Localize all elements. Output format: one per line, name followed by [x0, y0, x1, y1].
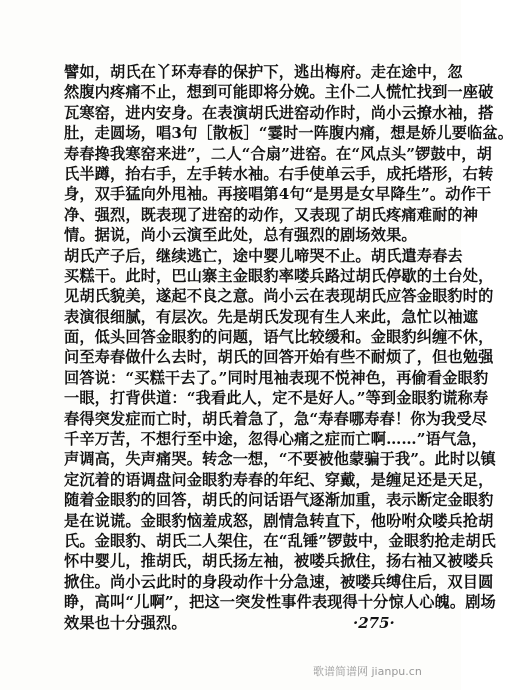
text-line: 身，双手猛向外甩袖。再接唱第4句“是男是女早降生”。动作干 [64, 185, 492, 204]
watermark-text: 歌谱简谱网 jianpu.cn [313, 665, 422, 678]
text-line: 表演很细腻，有层次。先是胡氏发现有生人来此，急忙以袖遮 [64, 307, 479, 326]
text-line: 情。据说，尚小云演至此处，总有强烈的剧场效果。 [64, 226, 417, 245]
text-line: 譬如，胡氏在丫环寿春的保护下，逃出梅府。走在途中，忽 [64, 63, 463, 81]
page-number: ·275· [353, 614, 395, 632]
text-line: 效果也十分强烈。 [64, 613, 187, 632]
text-line: 氏半蹲，抬右手，左手转水袖。右手使单云手，成托塔形，右转 [64, 164, 494, 183]
text-line: 买糕干。此时，巴山寨主金眼豹率喽兵路过胡氏停歇的土台处， [64, 266, 494, 285]
text-line: 面，低头回答金眼豹的问题，语气比较缓和。金眼豹纠缠不休， [64, 328, 494, 347]
text-line: 胡氏产子后，继续逃亡，途中婴儿啼哭不止。胡氏遣寿春去 [64, 246, 463, 265]
text-line: 定沉着的语调盘问金眼豹寿春的年纪、穿戴，是缠足还是天足， [64, 470, 494, 489]
text-line: 回答说：“买糕干去了。”同时甩袖表现不悦神色，再偷看金眼豹 [64, 368, 489, 387]
text-line: 肚，走圆场，唱3句［散板］“霎时一阵腹内痛，想是娇儿要临盆。 [64, 124, 513, 143]
text-line: 随着金眼豹的回答，胡氏的问话语气逐渐加重，表示断定金眼豹 [64, 491, 494, 510]
text-line: 瓦寒窑，进内安身。在表演胡氏进窑动作时，尚小云撩水袖，搭 [64, 103, 494, 122]
text-line: 问至寿春做什么去时，胡氏的回答开始有些不耐烦了，但也勉强 [64, 348, 494, 367]
text-line: 睁，高叫“儿啊”，把这一突发性事件表现得十分惊人心魄。剧场 [64, 593, 496, 612]
body-text [64, 62, 513, 633]
text-line: 然腹内疼痛不止，想到可能即将分娩。主仆二人慌忙找到一座破 [64, 83, 494, 102]
text-line: 声调高，失声痛哭。转念一想，“不要被他蒙骗于我”。此时以镇 [64, 450, 496, 469]
text-line: 见胡氏貌美，遂起不良之意。尚小云在表现胡氏应答金眼豹时的 [64, 287, 494, 306]
text-line: 一眼，打背供道：“我看此人，定不是好人。”等到金眼豹谎称寿 [64, 389, 489, 408]
text-line: 氏。金眼豹、胡氏二人架住，在“乱锤”锣鼓中，金眼豹抢走胡氏 [64, 531, 496, 550]
text-line: 怀中婴儿，推胡氏，胡氏扬左袖，被喽兵掀住，扬右袖又被喽兵 [64, 552, 494, 571]
text-line: 千辛万苦，不想行至中途，忽得心痛之症而亡啊……”语气急， [64, 430, 487, 449]
text-line: 是在说谎。金眼豹恼羞成怒，剧情急转直下，他吩咐众喽兵抢胡 [64, 511, 494, 530]
text-line: 净、强烈，既表现了进窑的动作，又表现了胡氏疼痛难耐的神 [64, 205, 479, 224]
text-line: 寿春搀我寒窑来进”，二人“合扇”进窑。在“风点头”锣鼓中，胡 [64, 144, 492, 163]
text-line: 掀住。尚小云此时的身段动作十分急速，被喽兵缚住后，双目圆 [64, 572, 494, 591]
text-line: 春得突发症而亡时，胡氏着急了，急“寿春哪寿春！你为我受尽 [64, 409, 487, 428]
